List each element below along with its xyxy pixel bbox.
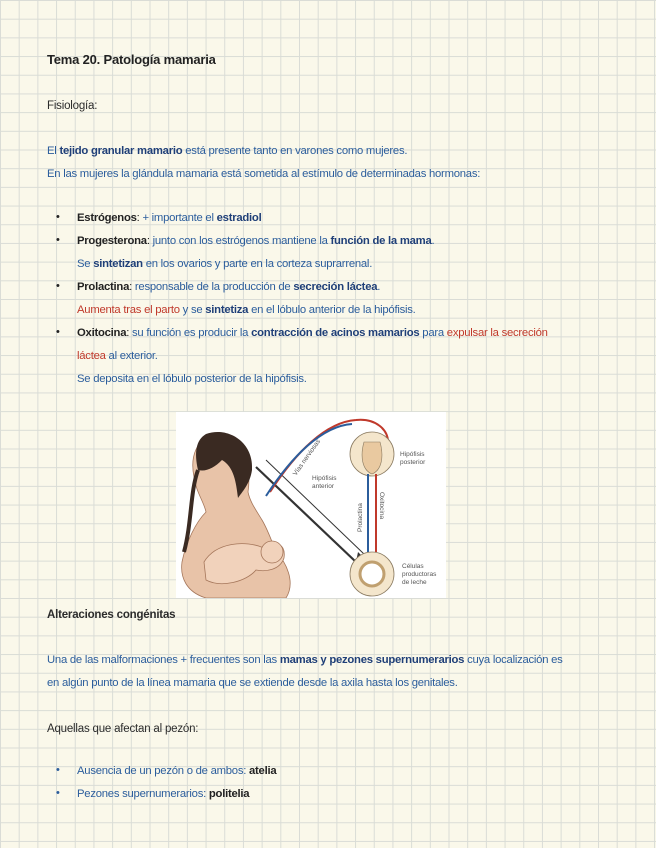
mother-illustration [182,432,291,598]
oxitocina-line2-red: láctea [77,350,106,362]
progesterona-sub-c: en los ovarios y parte en la corteza suprarrenal. [142,258,373,270]
prolactina-sub-a: Aumenta tras el parto [77,304,180,316]
bullet-dot: • [56,211,60,223]
congenitas-p1-c: cuya localización es [464,654,563,666]
pezon-item [77,764,276,779]
pezon-item-bold: atelia [249,765,277,777]
prolactina-sub-d: en el lóbulo anterior de la hipófisis. [248,304,416,316]
oxitocina-text: su función es producir la [132,327,252,339]
intro-1-a: El [47,145,60,157]
bullet-dot: • [56,326,60,338]
pezon-item [77,787,249,802]
intro-line-2: En las mujeres la glándula mamaria está sometida al estímulo de determinadas hormonas: [47,168,481,180]
oxitocina-label: Oxitocina [77,327,127,339]
estrogenos-label: Estrógenos [77,212,137,224]
label-hipofisis-posterior-2: posterior [400,459,426,466]
progesterona-text: junto con los estrógenos mantiene la [152,235,331,247]
label-celulas-2: productoras [402,571,437,578]
congenitas-p1 [47,653,563,668]
lactation-diagram [176,412,446,598]
prolactina-colon: : [129,281,135,293]
bullet-progesterona [77,234,434,249]
progesterona-sub-a: Se [77,258,94,270]
oxitocina-colon: : [126,327,133,339]
bullet-estrogenos [77,211,261,226]
prolactina-end: . [377,281,381,293]
bullet-dot: • [56,764,60,776]
oxitocina-red: expulsar la secreción [446,327,548,339]
congenitas-p1-bold: mamas y pezones supernumerarios [279,654,465,666]
estrogenos-bold: estradiol [216,212,262,224]
oxitocina-sub: Se deposita en el lóbulo posterior de la hipófisis. [77,373,307,385]
oxitocina-line-2 [77,349,158,364]
intro-1-c: está presente tanto en varones como mujeres. [182,145,408,157]
bullet-dot: • [56,787,60,799]
prolactina-bold: secreción láctea [293,281,378,293]
label-hipofisis-posterior-1: Hipófisis [400,451,425,458]
congenitas-p2: en algún punto de la línea mamaria que se extiende desde la axila hasta los genitales. [47,677,458,689]
label-prolactina: Prolactina [357,503,364,532]
pezon-heading: Aquellas que afectan al pezón: [47,723,199,735]
oxitocina-line2-rest: al exterior. [105,350,158,362]
bullet-dot: • [56,234,60,246]
oxitocina-bold: contracción de acinos mamarios [251,327,420,339]
bullet-dot: • [56,280,60,292]
congenitas-p1-a: Una de las malformaciones + frecuentes son las [47,654,280,666]
fisiologia-heading: Fisiología: [47,100,98,112]
prolactina-text: responsable de la producción de [134,281,294,293]
pezon-item-text: Ausencia de un pezón o de ambos: [77,765,249,777]
bullet-oxitocina [77,326,548,341]
prolactina-sub-bold: sintetiza [205,304,249,316]
prolactina-label: Prolactina [77,281,130,293]
pezon-item-text: Pezones supernumerarios: [77,788,209,800]
intro-line-1 [47,144,407,159]
label-hipofisis-anterior-1: Hipófisis [312,475,337,482]
label-vias: Vías nerviosas [291,438,323,478]
congenitas-heading: Alteraciones congénitas [47,609,176,621]
progesterona-label: Progesterona [77,235,147,247]
prolactina-sub-b: y se [179,304,206,316]
progesterona-sub-bold: sintetizan [93,258,143,270]
label-oxitocina: Oxitocina [378,492,385,520]
estrogenos-text: + importante el [142,212,217,224]
progesterona-colon: : [146,235,153,247]
estrogenos-colon: : [136,212,143,224]
progesterona-sub [77,257,372,272]
intro-1-bold: tejido granular mamario [59,145,183,157]
oxitocina-mid: para [419,327,447,339]
progesterona-end: . [431,235,435,247]
progesterona-bold: función de la mama [330,235,432,247]
label-celulas-3: de leche [402,579,427,586]
pezon-item-bold: politelia [208,788,250,800]
prolactina-sub [77,303,416,318]
page-title: Tema 20. Patología mamaria [47,52,216,67]
label-celulas-1: Células [402,563,424,570]
bullet-prolactina [77,280,380,295]
lactation-figure [176,412,446,598]
label-hipofisis-anterior-2: anterior [312,483,335,490]
